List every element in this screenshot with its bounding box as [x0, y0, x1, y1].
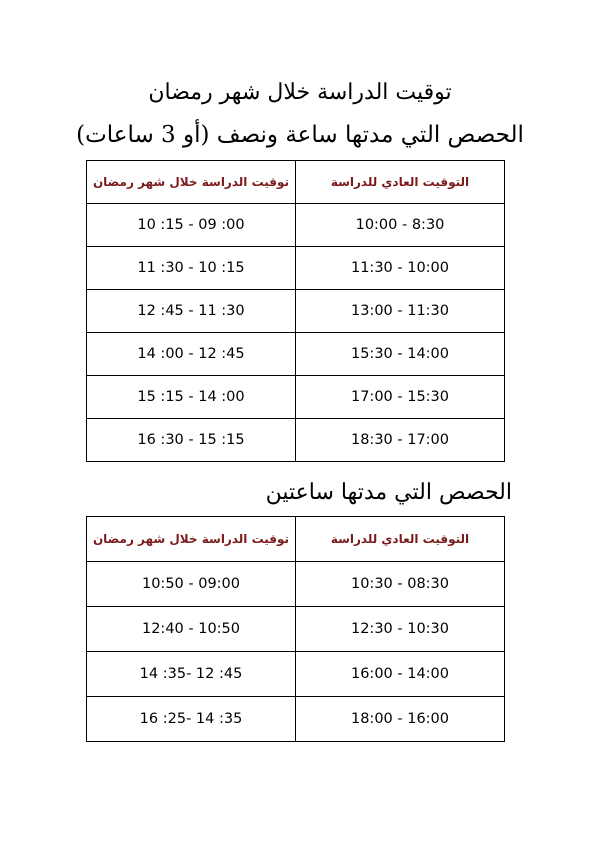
header-normal-timing: التوقيت العادي للدراسة [296, 517, 505, 562]
normal-time-cell: 10:00 - 8:30 [296, 204, 505, 247]
table-row [87, 697, 505, 742]
ramadan-time-cell: 16 :25- 14 :35 [87, 697, 296, 742]
normal-time-cell: 18:30 - 17:00 [296, 419, 505, 462]
page-title: توقيت الدراسة خلال شهر رمضان [148, 80, 452, 105]
table-row [87, 607, 505, 652]
section-1-title: الحصص التي مدتها ساعة ونصف (أو 3 ساعات) [76, 122, 524, 148]
normal-time-cell: 10:30 - 08:30 [296, 562, 505, 607]
schedule-table-2 [86, 516, 505, 742]
ramadan-time-cell: 14 :35- 12 :45 [87, 652, 296, 697]
header-ramadan-timing: توقيت الدراسة خلال شهر رمضان [87, 161, 296, 204]
table-row [87, 247, 505, 290]
ramadan-time-cell: 10 :15 - 09 :00 [87, 204, 296, 247]
ramadan-time-cell: 12 :45 - 11 :30 [87, 290, 296, 333]
normal-time-cell: 16:00 - 14:00 [296, 652, 505, 697]
header-ramadan-timing: توقيت الدراسة خلال شهر رمضان [87, 517, 296, 562]
ramadan-time-cell: 12:40 - 10:50 [87, 607, 296, 652]
table-row [87, 204, 505, 247]
ramadan-time-cell: 11 :30 - 10 :15 [87, 247, 296, 290]
normal-time-cell: 12:30 - 10:30 [296, 607, 505, 652]
table-row [87, 376, 505, 419]
section-2-title: الحصص التي مدتها ساعتين [265, 480, 512, 505]
table-row [87, 333, 505, 376]
table-row [87, 562, 505, 607]
ramadan-time-cell: 16 :30 - 15 :15 [87, 419, 296, 462]
normal-time-cell: 11:30 - 10:00 [296, 247, 505, 290]
ramadan-time-cell: 15 :15 - 14 :00 [87, 376, 296, 419]
table-row [87, 290, 505, 333]
schedule-table-1 [86, 160, 505, 462]
table-header-row [87, 161, 505, 204]
normal-time-cell: 17:00 - 15:30 [296, 376, 505, 419]
table-header-row [87, 517, 505, 562]
normal-time-cell: 15:30 - 14:00 [296, 333, 505, 376]
ramadan-time-cell: 14 :00 - 12 :45 [87, 333, 296, 376]
ramadan-time-cell: 10:50 - 09:00 [87, 562, 296, 607]
table-row [87, 419, 505, 462]
header-normal-timing: التوقيت العادي للدراسة [296, 161, 505, 204]
normal-time-cell: 18:00 - 16:00 [296, 697, 505, 742]
table-row [87, 652, 505, 697]
normal-time-cell: 13:00 - 11:30 [296, 290, 505, 333]
